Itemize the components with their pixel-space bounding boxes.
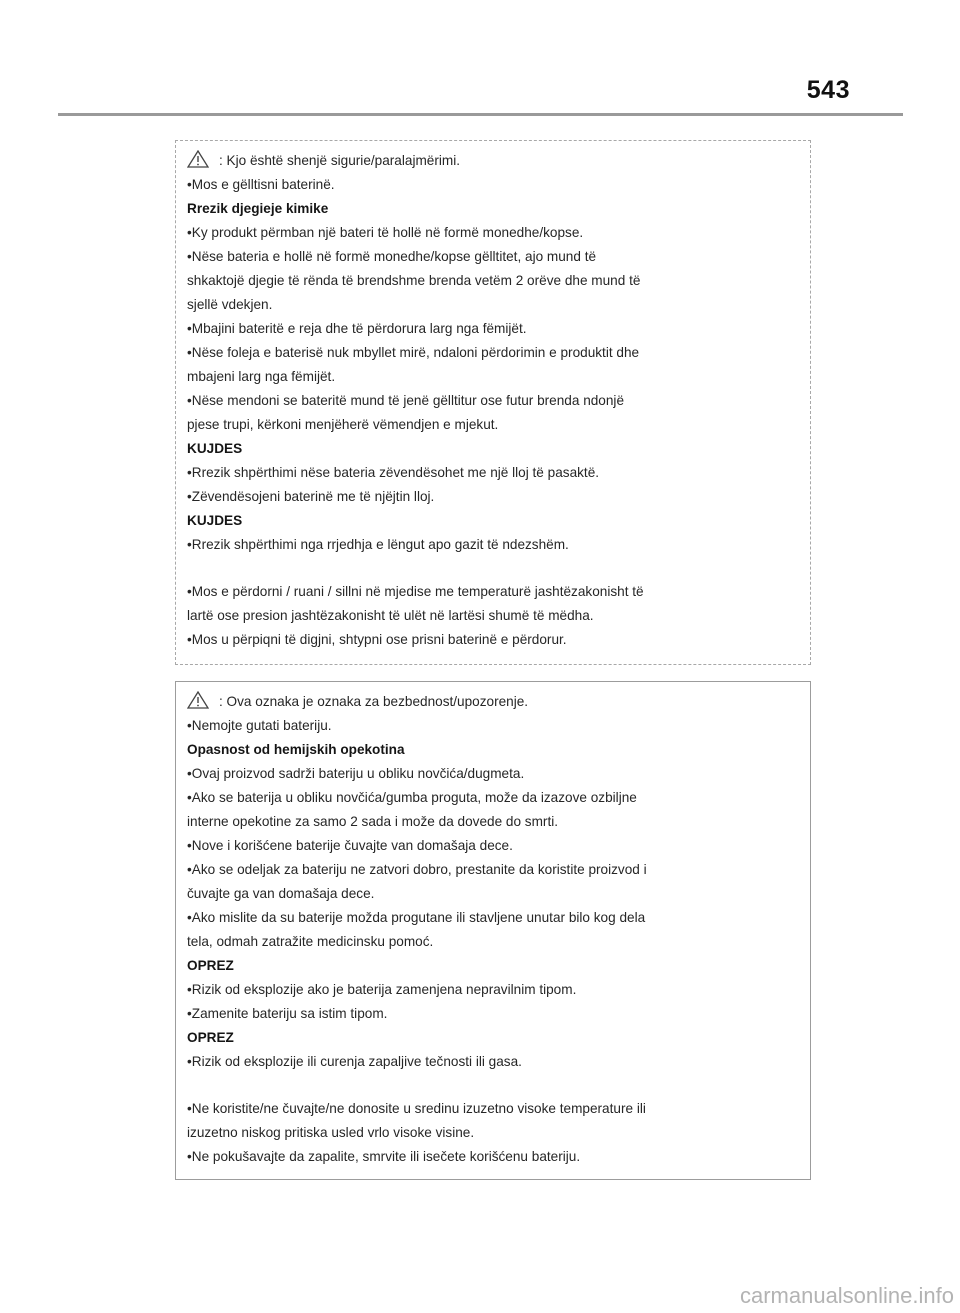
warning-text-line: mbajeni larg nga fëmijët. [187, 369, 336, 384]
warning-text-line: •Mos u përpiqni të digjni, shtypni ose prisni baterinë e përdorur. [187, 632, 567, 647]
warning-text-line: •Ovaj proizvod sadrži bateriju u obliku novčića/dugmeta. [187, 766, 525, 781]
warning-text-line: •Ako se odeljak za bateriju ne zatvori dobro, prestanite da koristite proizvod i [187, 862, 647, 877]
warning-triangle-icon [187, 150, 209, 168]
section-heading: KUJDES [187, 513, 243, 528]
warning-text-line: •Mbajini bateritë e reja dhe të përdorura larg nga fëmijët. [187, 321, 527, 336]
header-rule [58, 113, 903, 116]
warning-text-line: čuvajte ga van domašaja dece. [187, 886, 375, 901]
warning-text-line: •Nëse mendoni se bateritë mund të jenë gëlltitur ose futur brenda ndonjë [187, 393, 625, 408]
warning-text-line: •Nemojte gutati bateriju. [187, 718, 332, 733]
warning-text-line: •Nove i korišćene baterije čuvajte van domašaja dece. [187, 838, 513, 853]
warning-text-line: •Rrezik shpërthimi nga rrjedhja e lëngut apo gazit të ndezshëm. [187, 537, 569, 552]
warning-text-line: sjellë vdekjen. [187, 297, 273, 312]
warning-text-line: •Mos e përdorni / ruani / sillni në mjedise me temperaturë jashtëzakonisht të [187, 584, 644, 599]
warning-text-line: •Rizik od eksplozije ako je baterija zamenjena nepravilnim tipom. [187, 982, 577, 997]
warning-lines [187, 714, 798, 1169]
warning-intro-text: : Kjo është shenjë sigurie/paralajmërimi. [219, 153, 461, 168]
warning-text-line: •Ako se baterija u obliku novčića/gumba proguta, može da izazove ozbiljne [187, 790, 637, 805]
warning-text-line: •Ne koristite/ne čuvajte/ne donosite u sredinu izuzetno visoke temperature ili [187, 1101, 646, 1116]
warning-text-line: tela, odmah zatražite medicinsku pomoć. [187, 934, 434, 949]
warning-text-line: •Ky produkt përmban një bateri të hollë në formë monedhe/kopse. [187, 225, 584, 240]
warning-text-line: •Nëse foleja e baterisë nuk mbyllet mirë, ndaloni përdorimin e produktit dhe [187, 345, 640, 360]
section-heading: Rrezik djegieje kimike [187, 201, 329, 216]
warning-lines [187, 173, 798, 652]
section-heading: OPREZ [187, 958, 234, 973]
warning-text-line: •Rizik od eksplozije ili curenja zapaljive tečnosti ili gasa. [187, 1054, 522, 1069]
warning-text-line: pjese trupi, kërkoni menjëherë vëmendjen e mjekut. [187, 417, 499, 432]
warning-text-line: •Mos e gëlltisni baterinë. [187, 177, 335, 192]
warning-intro-line [187, 149, 798, 173]
warning-text-line: •Rrezik shpërthimi nëse bateria zëvendësohet me një lloj të pasaktë. [187, 465, 600, 480]
section-heading: Opasnost od hemijskih opekotina [187, 742, 405, 757]
warning-text-line: •Zamenite bateriju sa istim tipom. [187, 1006, 388, 1021]
warning-intro-text: : Ova oznaka je oznaka za bezbednost/upozorenje. [219, 694, 529, 709]
warning-text-line: •Ne pokušavajte da zapalite, smrvite ili isečete korišćenu bateriju. [187, 1149, 581, 1164]
warning-text-line: shkaktojë djegie të rënda të brendshme brenda vetëm 2 orëve dhe mund të [187, 273, 641, 288]
warning-text-line: lartë ose presion jashtëzakonisht të ulët në lartësi shumë të mëdha. [187, 608, 594, 623]
warning-text-line: •Nëse bateria e hollë në formë monedhe/kopse gëlltitet, ajo mund të [187, 249, 597, 264]
section-heading: KUJDES [187, 441, 243, 456]
watermark: carmanualsonline.info [739, 1283, 954, 1308]
warning-box-albanian [175, 140, 811, 665]
warning-text-line: •Zëvendësojeni baterinë me të njëjtin lloj. [187, 489, 435, 504]
warning-box-serbian [175, 681, 811, 1180]
warning-text-line: interne opekotine za samo 2 sada i može da dovede do smrti. [187, 814, 559, 829]
warning-intro-line [187, 690, 798, 714]
section-heading: OPREZ [187, 1030, 234, 1045]
warning-text-line: izuzetno niskog pritiska usled vrlo visoke visine. [187, 1125, 475, 1140]
page-number: 543 [806, 76, 850, 104]
warning-text-line: •Ako mislite da su baterije možda progutane ili stavljene unutar bilo kog dela [187, 910, 646, 925]
warning-triangle-icon [187, 691, 209, 709]
